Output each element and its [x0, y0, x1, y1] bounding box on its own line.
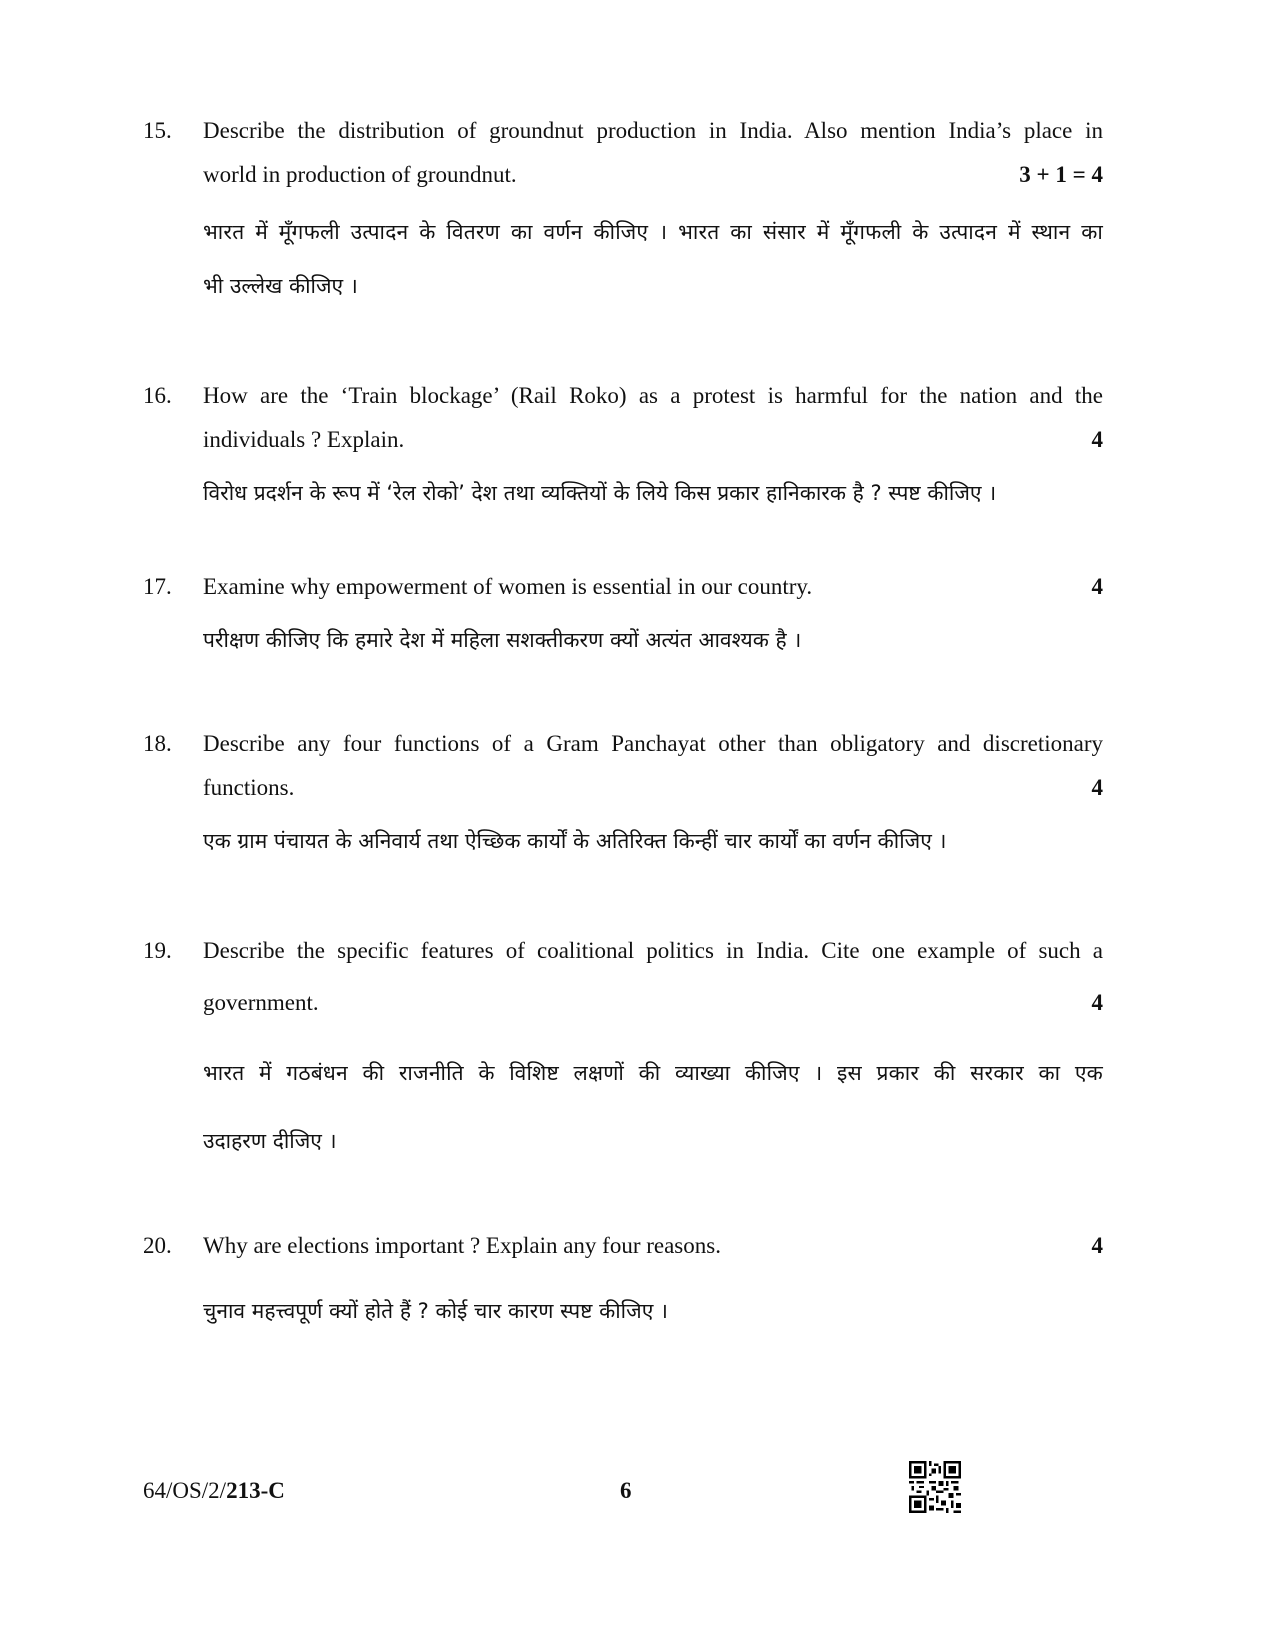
- question-marks: 4: [1091, 1233, 1103, 1258]
- question-number: 15.: [143, 118, 172, 143]
- question-number: 18.: [143, 731, 172, 756]
- question-marks: 4: [1091, 775, 1103, 800]
- question-number: 20.: [143, 1233, 172, 1258]
- question-line: [203, 418, 1103, 462]
- question-17: [143, 565, 1103, 675]
- question-marks: 3 + 1 = 4: [1019, 162, 1103, 187]
- question-number: 16.: [143, 383, 172, 408]
- question-number: 19.: [143, 938, 172, 963]
- question-text-english: [203, 565, 1103, 609]
- question-20: [143, 1224, 1103, 1354]
- paper-code-bold: 213-C: [226, 1478, 285, 1503]
- question-line-hindi: भी उल्लेख कीजिए ।: [203, 274, 358, 298]
- question-line-text: world in production of groundnut.: [203, 162, 517, 187]
- question-text-hindi: [203, 466, 1103, 520]
- question-line-hindi: भारत में गठबंधन की राजनीति के विशिष्ट लक्षणों की व्याख्या कीजिए । इस प्रकार की सरकार का एक: [203, 1061, 1103, 1085]
- question-line-hindi: भारत में मूँगफली उत्पादन के वितरण का वर्णन कीजिए । भारत का संसार में मूँगफली के उत्पादन में स्थान का: [203, 220, 1103, 244]
- question-line-text: Why are elections important ? Explain any four reasons.: [203, 1233, 721, 1258]
- page-number: 6: [620, 1478, 632, 1503]
- question-text-hindi: [203, 1039, 1103, 1175]
- question-marks: 4: [1091, 990, 1103, 1015]
- question-line: How are the ‘Train blockage’ (Rail Roko) as a protest is harmful for the nation and the: [203, 383, 1103, 408]
- question-line-hindi: उदाहरण दीजिए ।: [203, 1129, 337, 1153]
- paper-code-prefix: 64/OS/2/: [143, 1478, 227, 1503]
- question-19: [143, 929, 1103, 1179]
- question-marks: 4: [1091, 427, 1103, 452]
- question-text-hindi: [203, 205, 1103, 313]
- question-line: [203, 766, 1103, 810]
- question-text-english: [203, 722, 1103, 810]
- question-text-english: [203, 929, 1103, 1017]
- question-text-english: [203, 109, 1103, 197]
- question-line: [203, 565, 1103, 609]
- question-text-english: [203, 374, 1103, 462]
- question-line-hindi: एक ग्राम पंचायत के अनिवार्य तथा ऐच्छिक कार्यों के अतिरिक्त किन्हीं चार कार्यों का वर्णन कीजिए ।: [203, 829, 947, 853]
- question-line-hindi: विरोध प्रदर्शन के रूप में ‘रेल रोको’ देश तथा व्यक्तियों के लिये किस प्रकार हानिकारक है ? स्पष्ट कीजिए ।: [203, 481, 997, 505]
- question-line: [203, 981, 1103, 1025]
- question-marks: 4: [1091, 574, 1103, 599]
- question-line-text: Examine why empowerment of women is essential in our country.: [203, 574, 813, 599]
- question-line-text: individuals ? Explain.: [203, 427, 405, 452]
- paper-code: [143, 1476, 285, 1506]
- question-16: [143, 374, 1103, 524]
- question-line: Describe the specific features of coalitional politics in India. Cite one example of such a: [203, 938, 1103, 963]
- question-line: Describe any four functions of a Gram Panchayat other than obligatory and discretionary: [203, 731, 1103, 756]
- question-line-hindi: चुनाव महत्त्वपूर्ण क्यों होते हैं ? कोई चार कारण स्पष्ट कीजिए ।: [203, 1299, 668, 1323]
- question-text-hindi: [203, 814, 1103, 868]
- question-line: Describe the distribution of groundnut production in India. Also mention India’s place in: [203, 118, 1103, 143]
- question-15: [143, 109, 1103, 309]
- question-line-hindi: परीक्षण कीजिए कि हमारे देश में महिला सशक्तीकरण क्यों अत्यंत आवश्यक है ।: [203, 628, 802, 652]
- question-number: 17.: [143, 574, 172, 599]
- question-line: [203, 1224, 1103, 1268]
- question-line-text: functions.: [203, 775, 295, 800]
- qr-code-icon: [909, 1461, 961, 1513]
- question-text-english: [203, 1224, 1103, 1268]
- question-text-hindi: [203, 613, 1103, 667]
- question-text-hindi: [203, 1284, 1103, 1338]
- question-line: [203, 153, 1103, 197]
- question-line-text: government.: [203, 990, 319, 1015]
- question-18: [143, 722, 1103, 872]
